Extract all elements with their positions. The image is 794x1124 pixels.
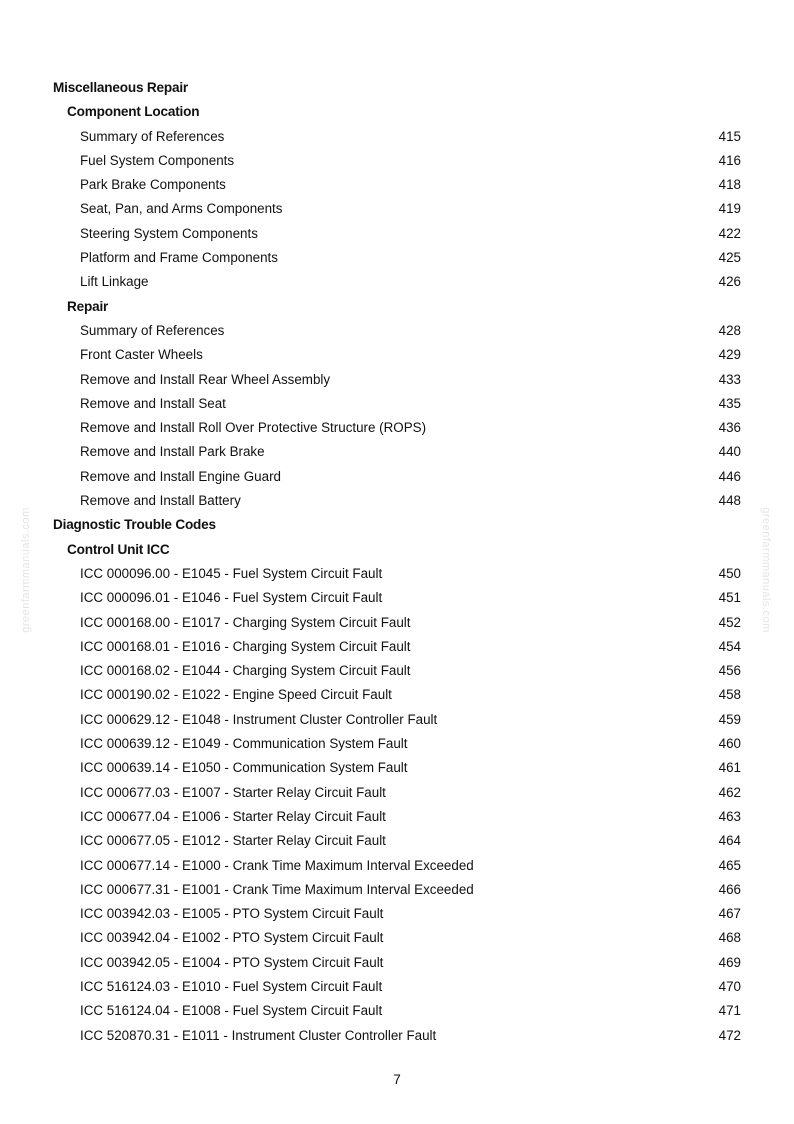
toc-entry-title: Steering System Components [80,225,258,241]
toc-section-heading[interactable]: Miscellaneous Repair [53,80,189,95]
toc-entry-title: ICC 000168.00 - E1017 - Charging System Circuit Fault [80,614,411,630]
toc-entry-title: Front Caster Wheels [80,347,203,363]
toc-entry[interactable] [0,562,794,586]
toc-entry-page: 464 [718,833,741,849]
page-number: 7 [393,1072,401,1087]
toc-entry-title: ICC 000168.02 - E1044 - Charging System Circuit Fault [80,663,411,679]
toc-entry-title: Summary of References [80,322,225,338]
toc-entry-page: 433 [718,371,741,387]
toc-entry[interactable] [0,781,794,805]
toc-entry-title: ICC 000677.31 - E1001 - Crank Time Maximum Interval Exceeded [80,881,474,897]
toc-entry-page: 461 [718,760,741,776]
table-of-contents [0,76,794,1048]
toc-entry[interactable] [0,611,794,635]
toc-entry-page: 418 [718,177,741,193]
toc-entry-page: 470 [718,978,741,994]
toc-entry-title: ICC 000639.12 - E1049 - Communication System Fault [80,736,408,752]
toc-entry-title: Summary of References [80,128,225,144]
toc-entry-title: Remove and Install Battery [80,493,241,509]
toc-entry[interactable] [0,489,794,513]
toc-entry-page: 465 [718,857,741,873]
toc-entry-page: 462 [718,784,741,800]
toc-entry[interactable] [0,635,794,659]
toc-entry[interactable] [0,319,794,343]
toc-entry[interactable] [0,975,794,999]
toc-entry-page: 446 [718,468,741,484]
toc-entry-page: 471 [718,1003,741,1019]
toc-entry[interactable] [0,926,794,950]
toc-entry-title: ICC 000096.01 - E1046 - Fuel System Circuit Fault [80,590,383,606]
toc-entry-title: ICC 516124.03 - E1010 - Fuel System Circuit Fault [80,978,383,994]
toc-entry-page: 468 [718,930,741,946]
toc-entry-title: Remove and Install Engine Guard [80,468,281,484]
toc-entry-title: ICC 000629.12 - E1048 - Instrument Cluster Controller Fault [80,711,438,727]
toc-entry-page: 459 [718,711,741,727]
toc-entry-title: ICC 000677.05 - E1012 - Starter Relay Circuit Fault [80,833,386,849]
toc-entry-title: ICC 000639.14 - E1050 - Communication System Fault [80,760,408,776]
toc-subsection-heading[interactable]: Component Location [67,104,200,120]
toc-entry-title: Remove and Install Seat [80,395,226,411]
toc-entry-page: 450 [718,565,741,581]
toc-entry[interactable] [0,999,794,1023]
toc-entry-page: 451 [718,590,741,606]
toc-entry[interactable] [0,392,794,416]
toc-entry-title: ICC 000677.14 - E1000 - Crank Time Maximum Interval Exceeded [80,857,474,873]
toc-entry-title: Remove and Install Roll Over Protective Structure (ROPS) [80,420,427,436]
toc-entry[interactable] [0,1024,794,1048]
toc-entry[interactable] [0,659,794,683]
toc-entry-page: 440 [718,444,741,460]
toc-entry-title: Fuel System Components [80,152,235,168]
toc-entry-title: Seat, Pan, and Arms Components [80,201,283,217]
watermark-left: greenfarmmanuals.com [20,507,32,633]
toc-entry-page: 426 [718,274,741,290]
toc-entry[interactable] [0,756,794,780]
toc-entry-page: 460 [718,736,741,752]
toc-entry-page: 419 [718,201,741,217]
toc-subsection-heading[interactable]: Control Unit ICC [67,541,170,557]
toc-entry-title: ICC 000168.01 - E1016 - Charging System Circuit Fault [80,638,411,654]
toc-entry-page: 435 [718,395,741,411]
toc-entry[interactable] [0,173,794,197]
toc-entry[interactable] [0,708,794,732]
toc-entry-page: 454 [718,638,741,654]
watermark-right: greenfarmmanuals.com [760,507,772,633]
toc-entry-page: 429 [718,347,741,363]
toc-section-heading[interactable]: Diagnostic Trouble Codes [53,517,216,533]
toc-entry-page: 469 [718,954,741,970]
toc-entry-title: ICC 003942.04 - E1002 - PTO System Circuit Fault [80,930,384,946]
toc-entry[interactable] [0,854,794,878]
toc-entry-title: Lift Linkage [80,274,149,290]
toc-entry-page: 463 [718,808,741,824]
toc-subsection-heading[interactable]: Repair [67,298,109,314]
toc-entry-title: Platform and Frame Components [80,250,278,266]
toc-entry-page: 422 [718,225,741,241]
toc-entry-title: ICC 000677.03 - E1007 - Starter Relay Circuit Fault [80,784,386,800]
toc-entry-page: 467 [718,906,741,922]
toc-entry[interactable] [0,416,794,440]
toc-entry-page: 466 [718,881,741,897]
toc-entry-page: 428 [718,322,741,338]
toc-entry[interactable] [0,125,794,149]
toc-entry[interactable] [0,270,794,294]
toc-entry-page: 458 [718,687,741,703]
toc-entry-title: Remove and Install Park Brake [80,444,265,460]
toc-entry[interactable] [0,197,794,221]
toc-entry-page: 425 [718,250,741,266]
toc-entry[interactable] [0,343,794,367]
toc-entry-page: 415 [718,128,741,144]
toc-entry-title: Remove and Install Rear Wheel Assembly [80,371,331,387]
toc-entry-title: ICC 003942.05 - E1004 - PTO System Circuit Fault [80,954,384,970]
toc-entry[interactable] [0,732,794,756]
toc-entry[interactable] [0,149,794,173]
toc-entry[interactable] [0,465,794,489]
toc-entry-page: 436 [718,420,741,436]
toc-entry[interactable] [0,902,794,926]
toc-entry-page: 448 [718,493,741,509]
toc-entry[interactable] [0,440,794,464]
toc-entry-page: 456 [718,663,741,679]
toc-entry[interactable] [0,246,794,270]
toc-entry-title: ICC 000096.00 - E1045 - Fuel System Circuit Fault [80,565,383,581]
toc-entry[interactable] [0,683,794,707]
toc-entry-page: 472 [718,1027,741,1043]
toc-entry[interactable] [0,951,794,975]
toc-entry-title: ICC 000190.02 - E1022 - Engine Speed Circuit Fault [80,687,392,703]
toc-entry[interactable] [0,368,794,392]
toc-entry-title: ICC 520870.31 - E1011 - Instrument Cluster Controller Fault [80,1027,437,1043]
toc-entry-title: ICC 516124.04 - E1008 - Fuel System Circuit Fault [80,1003,383,1019]
toc-entry[interactable] [0,222,794,246]
toc-entry[interactable] [0,586,794,610]
toc-entry[interactable] [0,878,794,902]
toc-entry-title: ICC 000677.04 - E1006 - Starter Relay Circuit Fault [80,808,386,824]
toc-entry-title: Park Brake Components [80,177,226,193]
toc-entry-page: 452 [718,614,741,630]
toc-entry[interactable] [0,805,794,829]
toc-entry-page: 416 [718,152,741,168]
toc-entry-title: ICC 003942.03 - E1005 - PTO System Circuit Fault [80,906,384,922]
toc-entry[interactable] [0,829,794,853]
